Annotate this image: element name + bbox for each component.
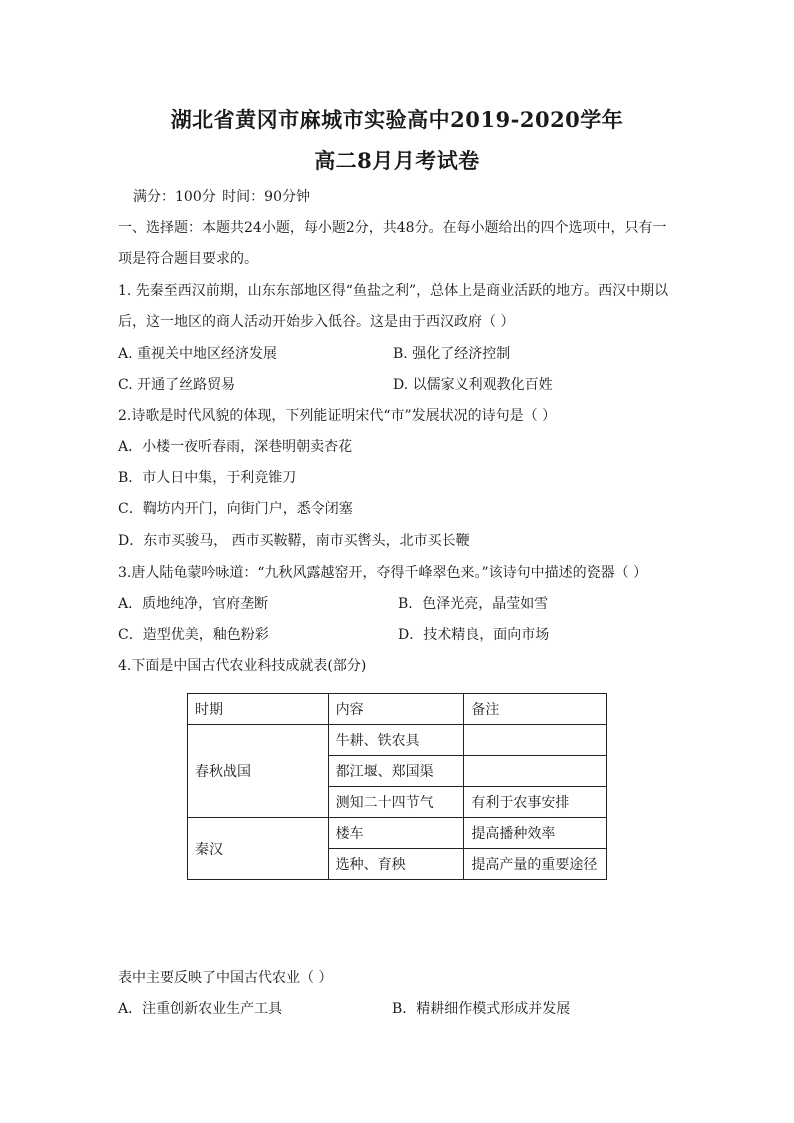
table-cell: 都江堰、郑国渠 <box>328 756 464 787</box>
q2-option-a: A．小楼一夜听春雨，深巷明朝卖杏花 <box>118 439 353 455</box>
section-instructions-line1: 一、选择题：本题共24小题，每小题2分，共48分。在每小题给出的四个选项中，只有一 <box>118 220 667 236</box>
q1-stem-line1: 1. 先秦至西汉前期，山东东部地区得“鱼盐之利”，总体上是商业活跃的地方。西汉中期以 <box>118 283 669 299</box>
table-cell: 有利于农事安排 <box>464 787 607 818</box>
q4-option-a: A．注重创新农业生产工具 <box>118 1001 283 1017</box>
table-cell: 提高播种效率 <box>464 818 607 849</box>
q1-option-d: D. 以儒家义利观教化百姓 <box>393 377 553 393</box>
q3-option-a: A．质地纯净，官府垄断 <box>118 596 269 612</box>
q1-option-a: A. 重视关中地区经济发展 <box>118 346 278 362</box>
q4-option-b: B．精耕细作模式形成并发展 <box>392 1001 571 1017</box>
q2-stem: 2.诗歌是时代风貌的体现，下列能证明宋代“市”发展状况的诗句是（ ） <box>118 408 557 424</box>
q3-option-b: B．色泽光亮，晶莹如雪 <box>398 596 549 612</box>
q1-option-b: B. 强化了经济控制 <box>393 346 511 362</box>
table-cell: 测知二十四节气 <box>328 787 464 818</box>
table-cell <box>464 756 607 787</box>
q3-option-d: D．技术精良，面向市场 <box>398 627 550 643</box>
table-period-cell: 秦汉 <box>188 818 329 880</box>
q1-stem-line2: 后，这一地区的商人活动开始步入低谷。这是由于西汉政府（ ） <box>118 314 515 330</box>
exam-title-line2: 高二8月月考试卷 <box>314 148 480 173</box>
table-period-cell: 春秋战国 <box>188 725 329 818</box>
table-cell: 选种、育秧 <box>328 849 464 880</box>
q4-after-stem: 表中主要反映了中国古代农业（ ） <box>118 970 333 986</box>
q3-option-c: C．造型优美，釉色粉彩 <box>118 627 269 643</box>
section-instructions-line2: 项是符合题目要求的。 <box>118 251 258 267</box>
exam-title-line1: 湖北省黄冈市麻城市实验高中2019-2020学年 <box>170 107 624 132</box>
q2-option-d: D．东市买骏马， 西市买鞍鞯，南市买辔头，北市买长鞭 <box>118 533 470 549</box>
q2-option-b: B．市人日中集，于利竞锥刀 <box>118 470 297 486</box>
table-cell: 牛耕、铁农具 <box>328 725 464 756</box>
exam-meta: 满分：100分 时间：90分钟 <box>133 189 310 205</box>
table-header-cell: 时期 <box>188 694 329 725</box>
q1-option-c: C. 开通了丝路贸易 <box>118 377 236 393</box>
table-header-cell: 备注 <box>464 694 607 725</box>
table-header-row <box>188 694 607 725</box>
table-cell <box>464 725 607 756</box>
table-header-cell: 内容 <box>328 694 464 725</box>
table-row <box>188 818 607 849</box>
table-cell: 楼车 <box>328 818 464 849</box>
table-cell: 提高产量的重要途径 <box>464 849 607 880</box>
agri-achievement-table <box>187 693 607 880</box>
q2-option-c: C．鞫坊内开门，向街门户，悉令闭塞 <box>118 501 353 517</box>
q4-stem: 4.下面是中国古代农业科技成就表(部分) <box>118 658 367 674</box>
q3-stem: 3.唐人陆龟蒙吟咏道：“九秋风露越窑开，夺得千峰翠色来。”该诗句中描述的瓷器（ ） <box>118 565 648 581</box>
table-row <box>188 725 607 756</box>
